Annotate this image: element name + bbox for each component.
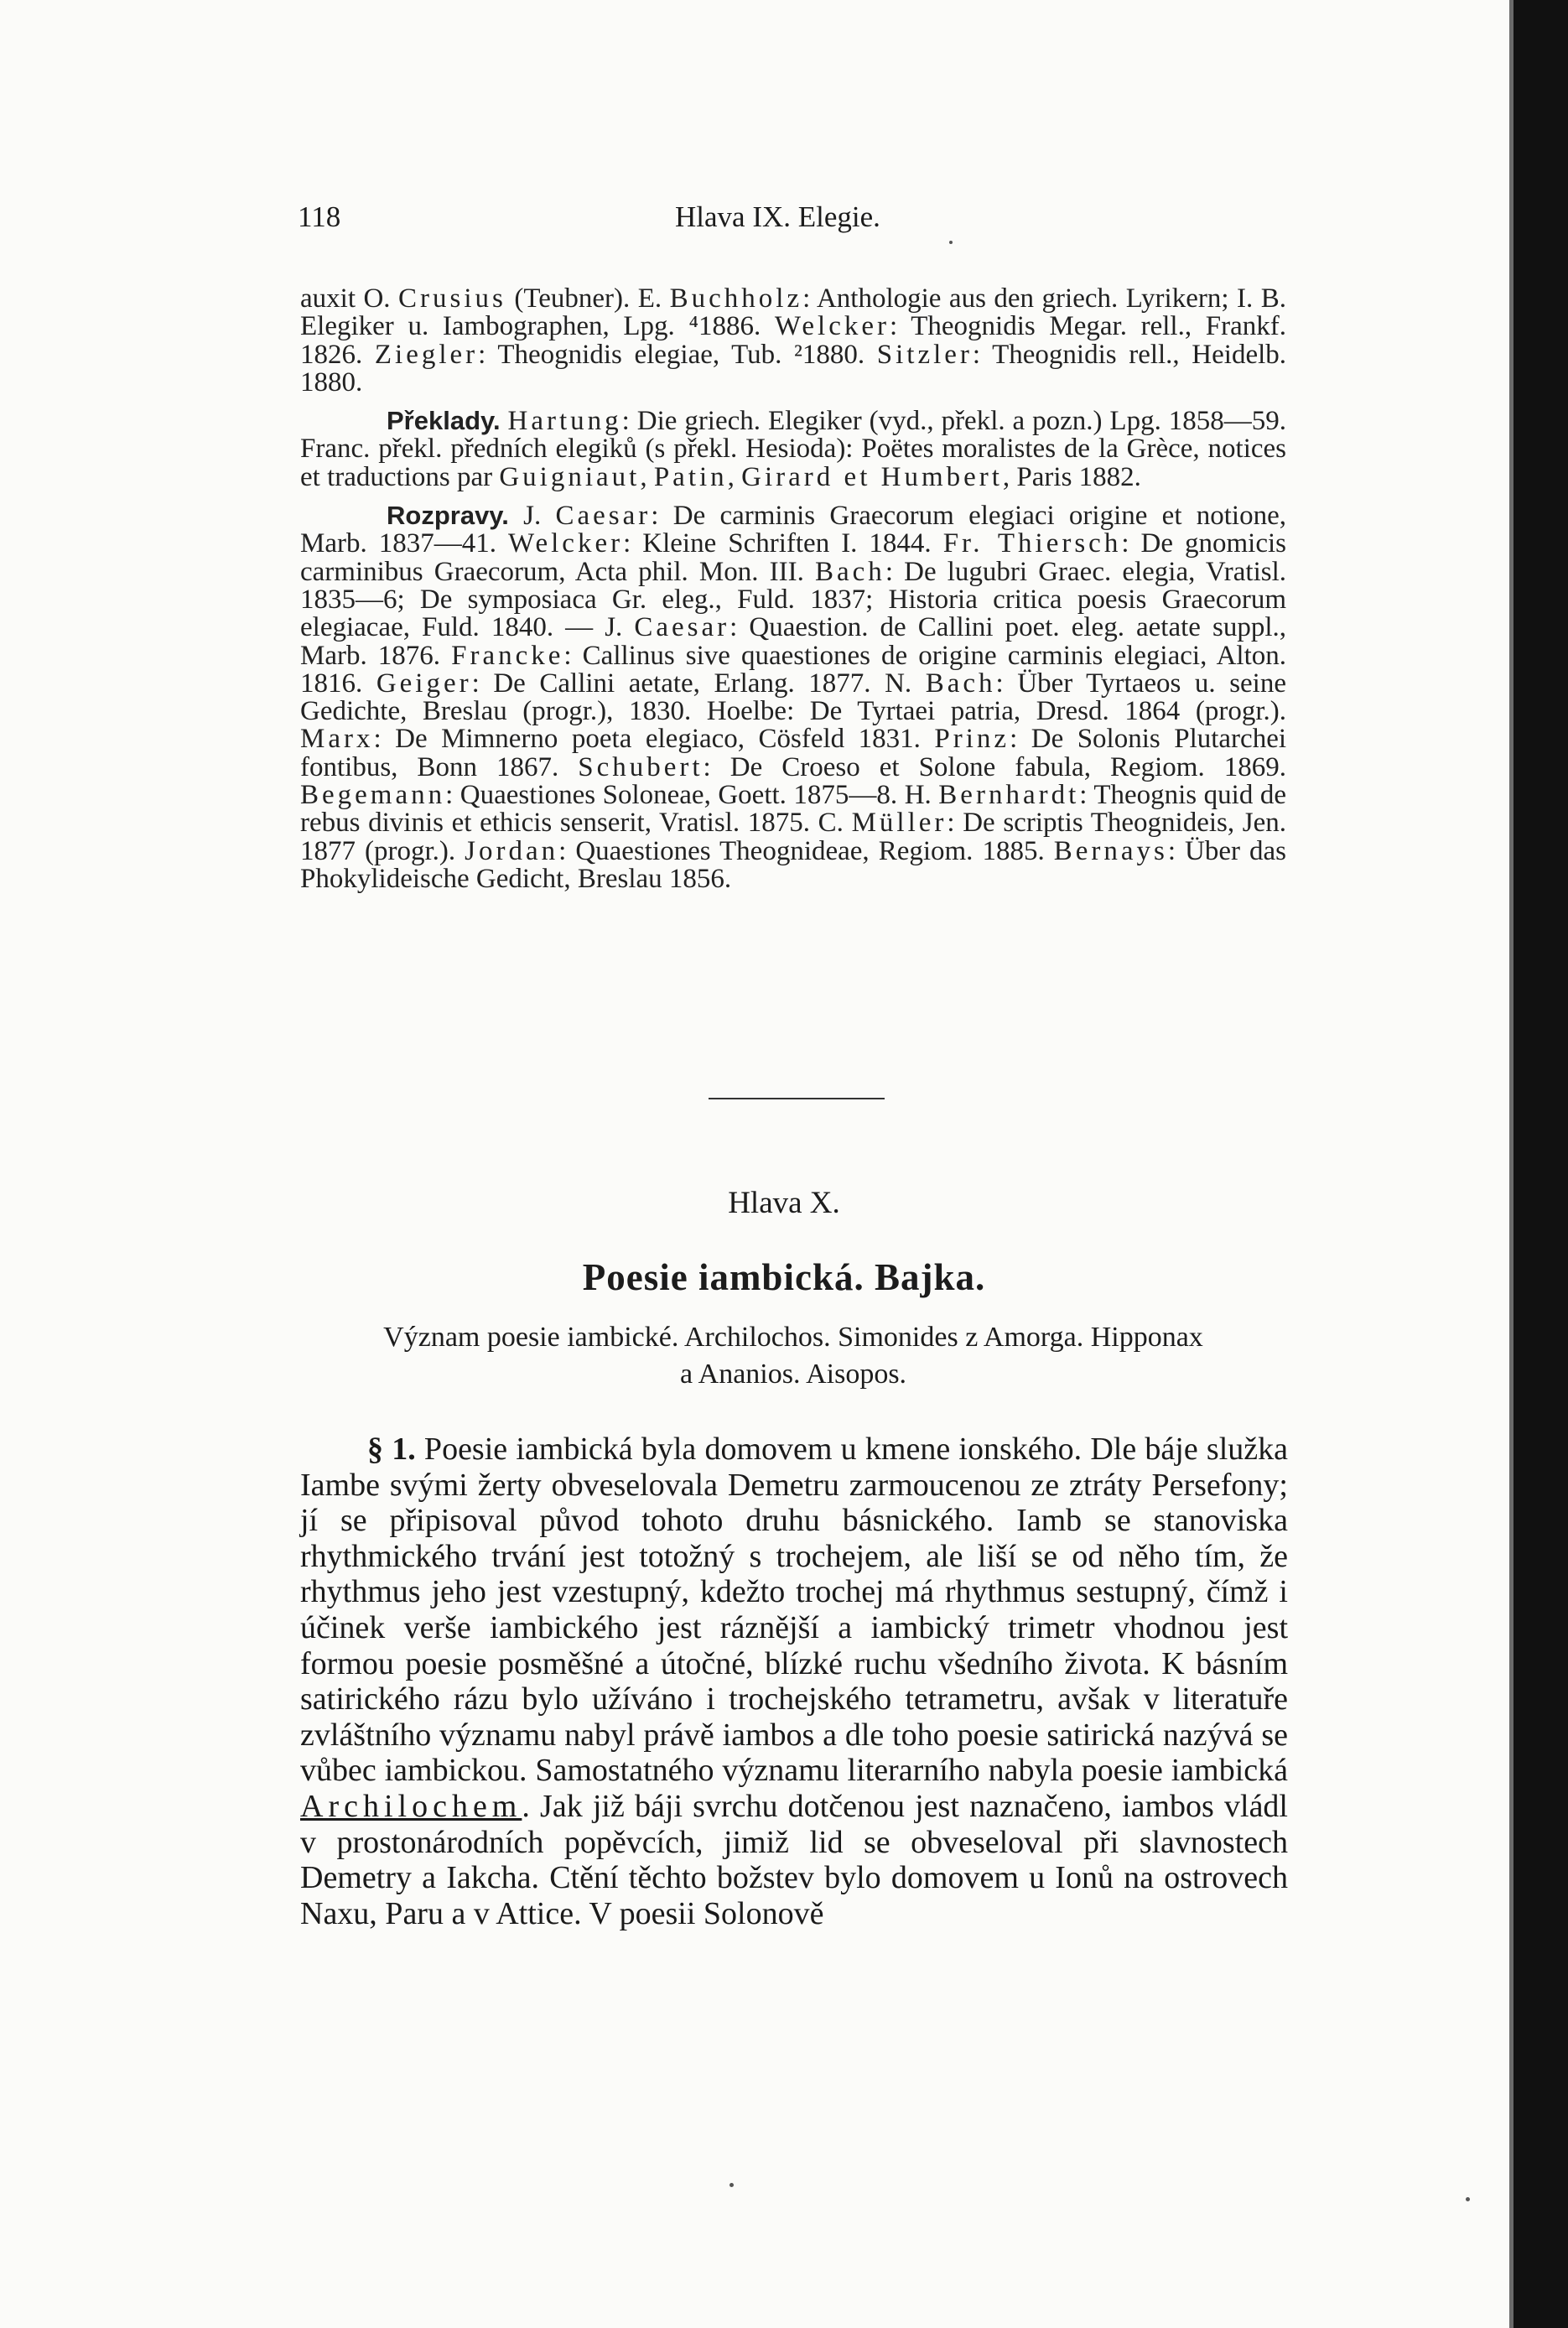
section-label-preklady: Překlady. xyxy=(387,406,501,436)
page-number: 118 xyxy=(298,200,341,233)
scan-speck xyxy=(949,241,953,244)
section-mark: § 1. xyxy=(367,1432,416,1467)
running-header xyxy=(298,196,1287,238)
bibliography-translations: Překlady. Hartung: Die griech. Elegiker (vyd., překl. a pozn.) Lpg. 1858—59. Franc. překl. předních elegiků (s překl. Hesioda): Poëtes moralistes de la Grèce, notices et traductions par Guigniaut, Patin, Girard et Humbert, Paris 1882. xyxy=(300,406,1287,492)
scan-speck xyxy=(729,2183,734,2187)
paragraph-1: § 1. Poesie iambická byla domovem u kmene ionského. Dle báje služka Iambe svými žerty obveselovala Demetru zarmoucenou ze ztráty Persefony; jí se připisoval původ tohoto druhu básnického. Iamb se stanoviska rhythmického trvání jest totožný s trochejem, ale liší se od něho tím, že rhythmus jeho jest vzestupný, kdežto trochej má rhythmus sestupný, čímž i účinek verše iambického jest ráznější a iambický trimetr vhodnou jest formou poesie posměšné a útočné, blízké ruchu všedního života. K básním satirického rázu bylo užíváno i trochejského tetrametru, avšak v literatuře zvláštního významu nabyl právě iambos a dle toho poesie satirická nazývá se vůbec iambickou. Samostatného významu literarního nabyla poesie iambická Archilochem. Jak již báji svrchu dotčenou jest naznačeno, iambos vládl v prostonárodních popěvcích, jimiž lid se obveseloval při slavnostech Demetry a Iakcha. Ctění těchto božstev bylo domovem u Ionů na ostrovech Naxu, Paru a v Attice. V poesii Solonově xyxy=(300,1432,1289,1931)
section-divider xyxy=(709,1098,885,1099)
running-title: Hlava IX. Elegie. xyxy=(675,200,880,233)
bibliography-editions: auxit O. Crusius (Teubner). E. Buchholz: Anthologie aus den griech. Lyrikern; I. B. Elegiker u. Iambographen, Lpg. ⁴1886. Welcker: Theognidis Megar. rell., Frankf. 1826. Ziegler: Theognidis elegiae, Tub. ²1880. Sitzler: Theognidis rell., Heidelb. 1880. xyxy=(300,283,1287,398)
chapter-number: Hlava X. xyxy=(728,1186,840,1220)
body-paragraph xyxy=(300,1432,1288,1931)
section-label-rozpravy: Rozpravy. xyxy=(387,501,509,531)
chapter-summary xyxy=(300,1319,1286,1393)
bibliography-studies: Rozpravy. J. Caesar: De carminis Graecorum elegiaci origine et notione, Marb. 1837—41. Welcker: Kleine Schriften I. 1844. Fr. Thiersch: De gnomicis carminibus Graecorum, Acta phil. Mon. III. Bach: De lugubri Graec. elegia, Vratisl. 1835—6; De symposiaca Gr. eleg., Fuld. 1837; Historia critica poesis Graecorum elegiacae, Fuld. 1840. — J. Caesar: Quaestion. de Callini poet. eleg. aetate suppl., Marb. 1876. Francke: Callinus sive quaestiones de origine carminis elegiaci, Alton. 1816. Geiger: De Callini aetate, Erlang. 1877. N. Bach: Über Tyrtaeos u. seine Gedichte, Breslau (progr.), 1830. Hoelbe: De Tyrtaei patria, Dresd. 1864 (progr.). Marx: De Mimnerno poeta elegiaco, Cösfeld 1831. Prinz: De Solonis Plutarchei fontibus, Bonn 1867. Schubert: De Croeso et Solone fabula, Regiom. 1869. Begemann: Quaestiones Soloneae, Goett. 1875—8. H. Bernhardt: Theognis quid de rebus divinis et ethicis senserit, Vratisl. 1875. C. Müller: De scriptis Theognideis, Jen. 1877 (progr.). Jordan: Quaestiones Theognideae, Regiom. 1885. Bernays: Über das Phokylideische Gedicht, Breslau 1856. xyxy=(300,501,1287,894)
scan-edge xyxy=(1509,0,1568,2328)
chapter-title: Poesie iambická. Bajka. xyxy=(582,1256,986,1298)
chapter-summary-line: Význam poesie iambické. Archilochos. Simonides z Amorga. Hipponax xyxy=(383,1322,1203,1353)
scan-speck xyxy=(1466,2197,1470,2201)
highlighted-name: Archilochem xyxy=(300,1788,522,1824)
chapter-summary-line: a Ananios. Aisopos. xyxy=(679,1359,907,1390)
bibliography-block xyxy=(300,285,1286,893)
scan-edge-highlight xyxy=(1509,0,1513,2328)
